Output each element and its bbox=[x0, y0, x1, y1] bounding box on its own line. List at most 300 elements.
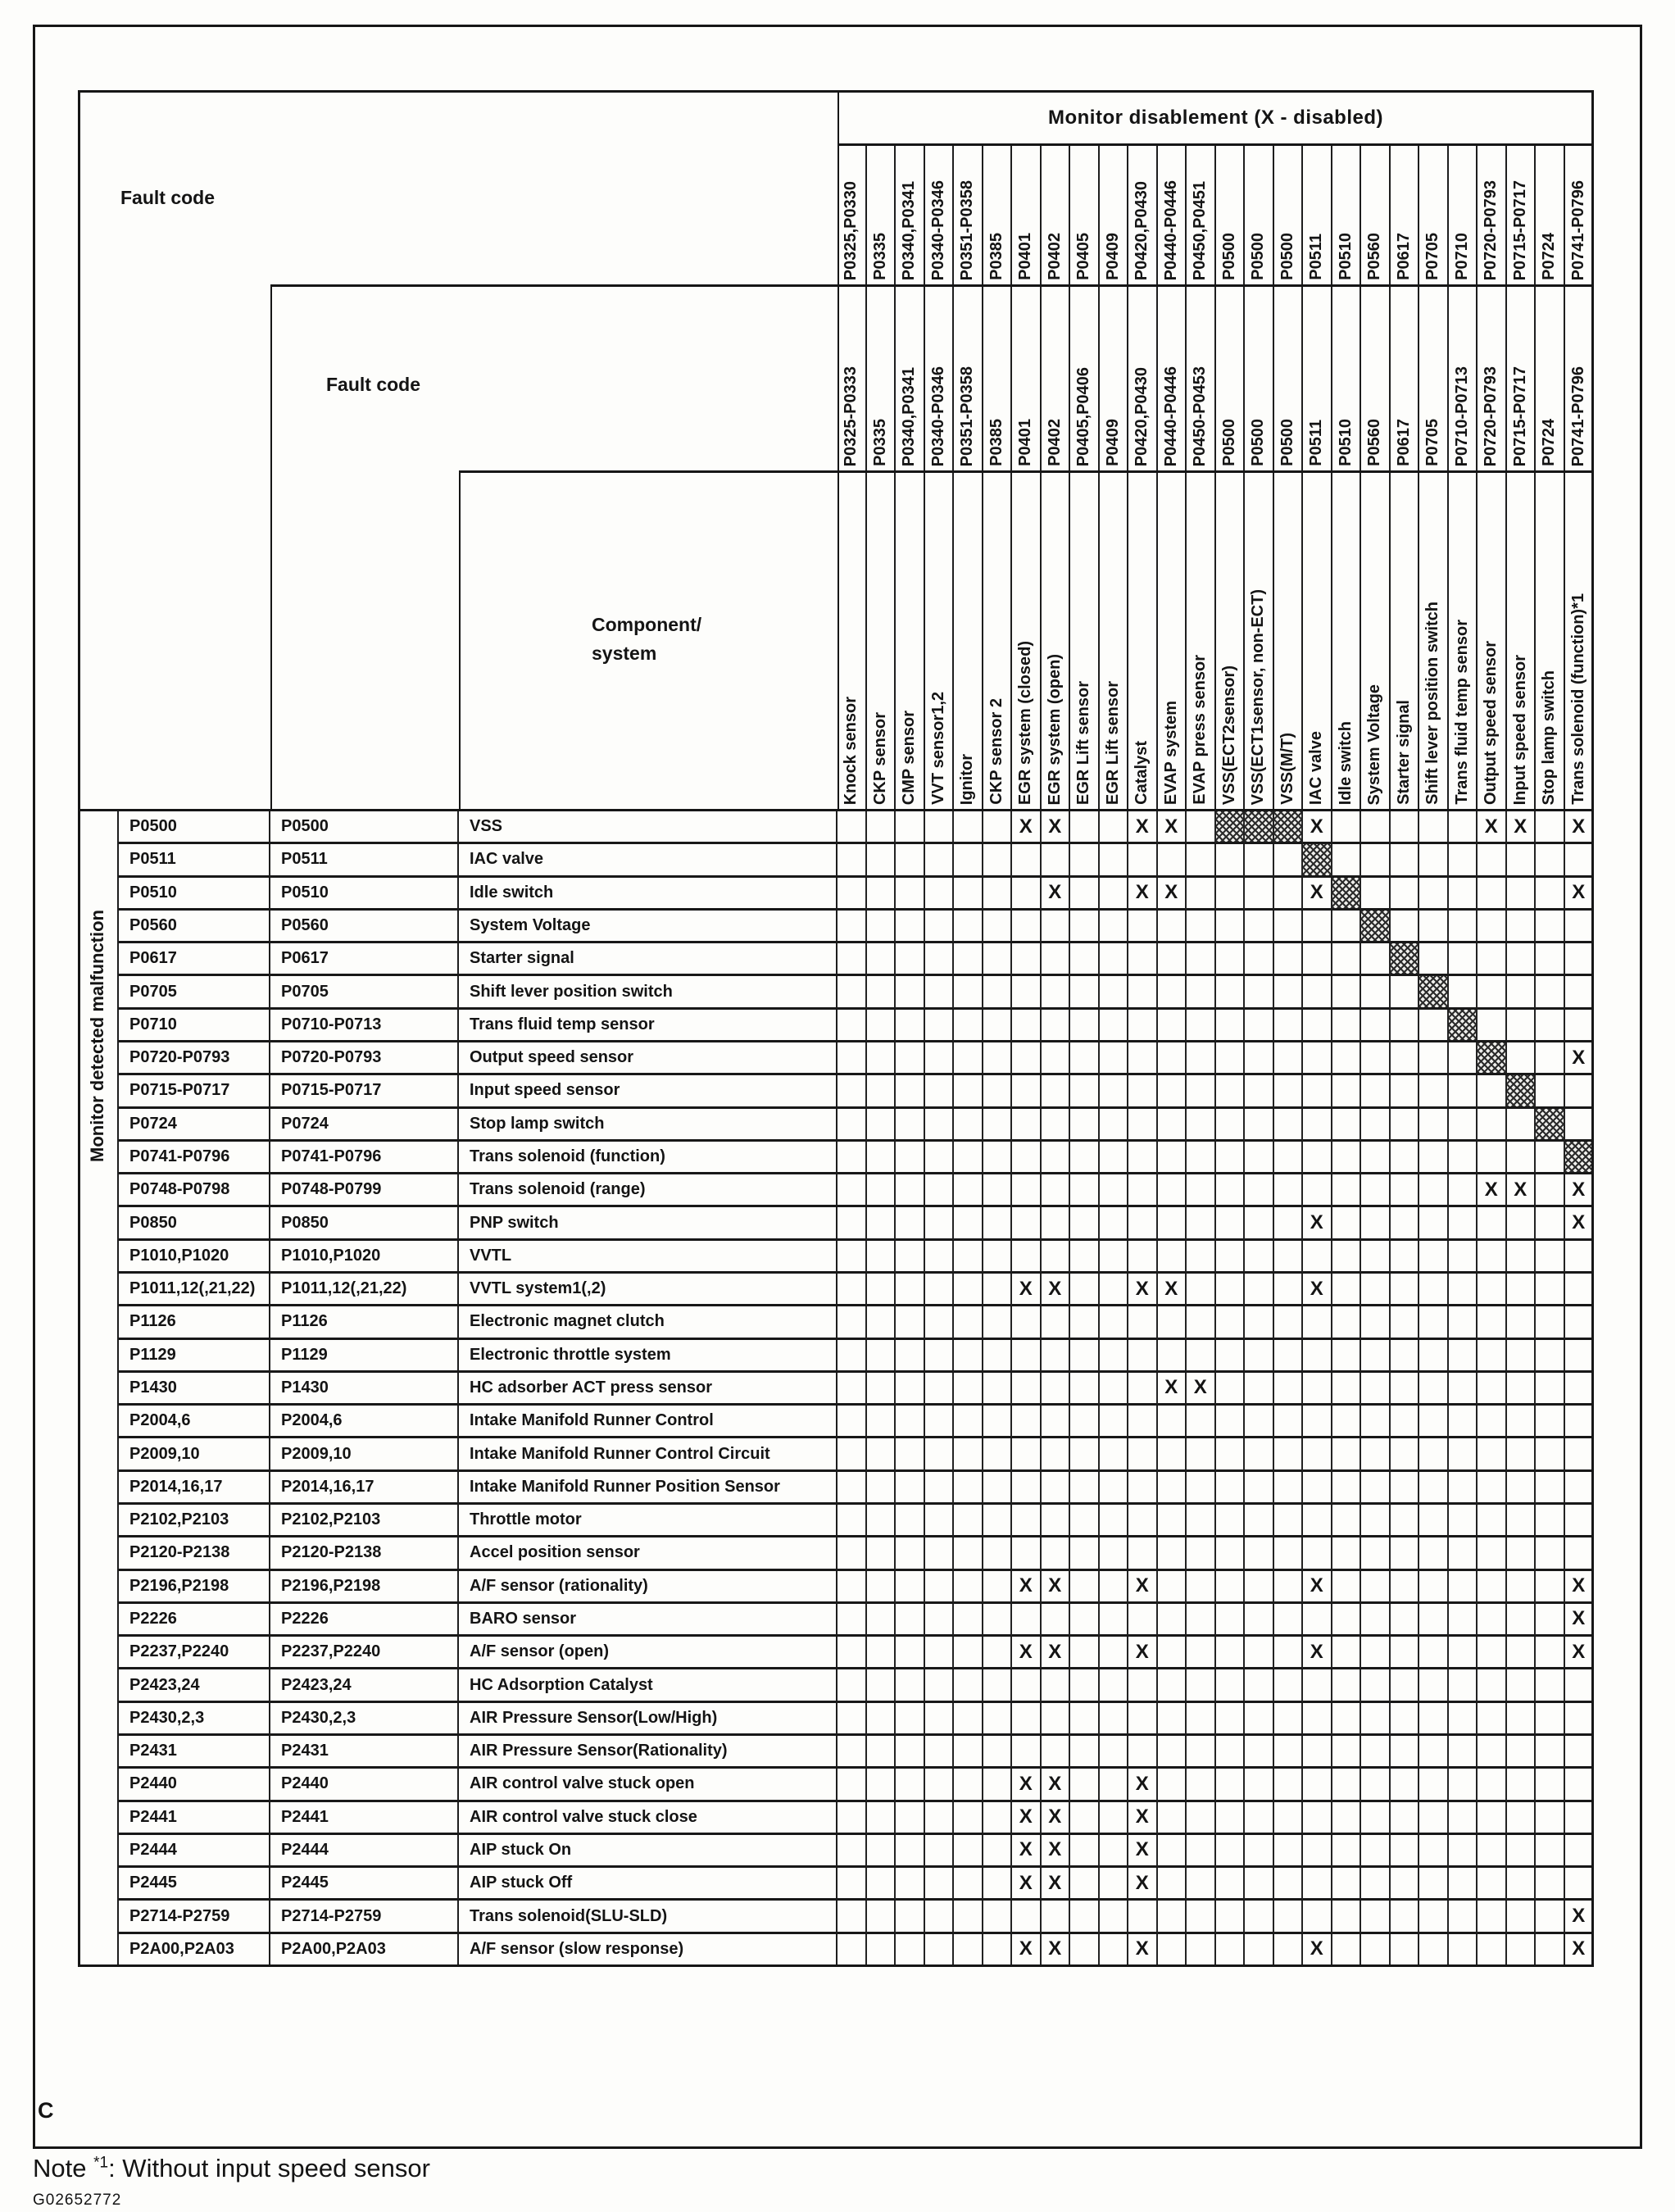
matrix-cell bbox=[1507, 1835, 1537, 1868]
matrix-cell bbox=[1274, 1174, 1304, 1207]
matrix-cell bbox=[1216, 1109, 1246, 1142]
component-system-header bbox=[459, 473, 838, 811]
matrix-cell bbox=[1012, 1604, 1042, 1637]
matrix-cell bbox=[1478, 1934, 1507, 1967]
matrix-cell bbox=[1042, 1901, 1071, 1933]
matrix-cell bbox=[954, 1835, 983, 1868]
matrix-cell bbox=[1070, 1703, 1100, 1736]
matrix-cell bbox=[1070, 1406, 1100, 1438]
col-header-component-text: VSS(ECT1sensor, non-ECT) bbox=[1249, 588, 1268, 805]
matrix-cell bbox=[867, 1868, 897, 1901]
matrix-cell bbox=[1361, 1802, 1391, 1835]
col-header-component-text: Stop lamp switch bbox=[1540, 670, 1559, 805]
matrix-cell bbox=[1391, 1373, 1420, 1406]
matrix-cell bbox=[925, 1637, 955, 1669]
matrix-cell bbox=[1100, 1669, 1129, 1702]
row-component: Trans solenoid(SLU-SLD) bbox=[459, 1901, 838, 1933]
matrix-cell bbox=[954, 1373, 983, 1406]
matrix-cell bbox=[1391, 1769, 1420, 1801]
matrix-cell-disabled: X bbox=[1012, 1835, 1042, 1868]
matrix-cell bbox=[954, 1637, 983, 1669]
matrix-cell bbox=[1042, 1373, 1071, 1406]
matrix-cell bbox=[1449, 1406, 1478, 1438]
fault-code-header-2 bbox=[270, 287, 459, 811]
matrix-cell bbox=[1158, 1042, 1187, 1075]
matrix-cell bbox=[1361, 878, 1391, 911]
matrix-cell bbox=[1070, 1373, 1100, 1406]
matrix-cell bbox=[1507, 1505, 1537, 1537]
matrix-cell bbox=[1391, 1505, 1420, 1537]
col-header-fault-code-1-text: P0720-P0793 bbox=[1482, 179, 1500, 280]
matrix-cell bbox=[1216, 1406, 1246, 1438]
matrix-cell bbox=[1536, 1406, 1565, 1438]
matrix-cell-self-shaded bbox=[1303, 844, 1332, 877]
matrix-cell bbox=[954, 1010, 983, 1042]
matrix-cell bbox=[1507, 1274, 1537, 1306]
matrix-cell bbox=[1536, 1274, 1565, 1306]
matrix-cell bbox=[1449, 1472, 1478, 1505]
matrix-cell bbox=[1332, 1306, 1362, 1339]
matrix-cell-self-shaded bbox=[1565, 1142, 1595, 1174]
matrix-cell bbox=[838, 878, 867, 911]
matrix-cell bbox=[1361, 1142, 1391, 1174]
figure-id: G02652772 bbox=[33, 2192, 122, 2209]
matrix-cell bbox=[896, 878, 925, 911]
matrix-cell bbox=[1042, 943, 1071, 976]
matrix-cell bbox=[1216, 1669, 1246, 1702]
matrix-cell bbox=[867, 1075, 897, 1108]
matrix-cell bbox=[1274, 1901, 1304, 1933]
footnote-marker: *1 bbox=[93, 2154, 109, 2172]
row-fault-code-1: P2237,P2240 bbox=[119, 1637, 270, 1669]
matrix-cell bbox=[1449, 1537, 1478, 1570]
matrix-cell bbox=[925, 1472, 955, 1505]
matrix-cell-disabled: X bbox=[1128, 1934, 1158, 1967]
matrix-cell bbox=[1100, 1340, 1129, 1373]
matrix-cell bbox=[1478, 1406, 1507, 1438]
matrix-cell bbox=[1274, 1373, 1304, 1406]
matrix-cell bbox=[1274, 1868, 1304, 1901]
col-header-component bbox=[925, 473, 955, 811]
matrix-cell bbox=[1274, 1505, 1304, 1537]
col-header-component bbox=[1100, 473, 1129, 811]
matrix-cell bbox=[838, 1934, 867, 1967]
col-header-fault-code-1-text: P0511 bbox=[1307, 234, 1326, 280]
matrix-cell bbox=[1303, 1406, 1332, 1438]
matrix-cell bbox=[1303, 1142, 1332, 1174]
matrix-cell bbox=[954, 976, 983, 1009]
matrix-cell bbox=[1012, 878, 1042, 911]
matrix-cell bbox=[1012, 1142, 1042, 1174]
matrix-cell bbox=[896, 1207, 925, 1240]
matrix-cell bbox=[983, 1042, 1013, 1075]
monitor-detected-malfunction-label: Monitor detected malfunction bbox=[87, 910, 108, 1162]
monitor-disablement-title-text: Monitor disablement (X - disabled) bbox=[1047, 107, 1384, 129]
matrix-cell bbox=[1012, 1438, 1042, 1471]
matrix-cell-disabled: X bbox=[1158, 878, 1187, 911]
col-header-component bbox=[1012, 473, 1042, 811]
matrix-cell bbox=[1128, 844, 1158, 877]
matrix-cell bbox=[1245, 844, 1274, 877]
col-header-fault-code-1 bbox=[1128, 146, 1158, 287]
matrix-cell bbox=[1042, 1604, 1071, 1637]
matrix-cell bbox=[954, 1075, 983, 1108]
col-header-fault-code-2 bbox=[1565, 287, 1595, 473]
matrix-cell bbox=[1012, 911, 1042, 943]
matrix-cell bbox=[1187, 1703, 1216, 1736]
row-fault-code-1: P0705 bbox=[119, 976, 270, 1009]
matrix-cell bbox=[1274, 1406, 1304, 1438]
row-fault-code-2: P0705 bbox=[270, 976, 459, 1009]
col-header-fault-code-1 bbox=[1070, 146, 1100, 287]
matrix-cell bbox=[1012, 1241, 1042, 1274]
matrix-cell bbox=[1070, 1274, 1100, 1306]
matrix-cell bbox=[1332, 943, 1362, 976]
fault-code-header-2-text: Fault code bbox=[326, 374, 421, 395]
matrix-cell bbox=[983, 844, 1013, 877]
col-header-fault-code-1 bbox=[896, 146, 925, 287]
matrix-cell bbox=[1303, 1669, 1332, 1702]
matrix-cell bbox=[1274, 1703, 1304, 1736]
matrix-cell bbox=[838, 1604, 867, 1637]
matrix-cell bbox=[983, 1669, 1013, 1702]
matrix-cell bbox=[925, 811, 955, 844]
matrix-cell bbox=[1100, 1637, 1129, 1669]
matrix-cell-disabled: X bbox=[1042, 1802, 1071, 1835]
matrix-cell bbox=[925, 1505, 955, 1537]
matrix-cell bbox=[983, 1010, 1013, 1042]
matrix-cell bbox=[1332, 844, 1362, 877]
row-component: System Voltage bbox=[459, 911, 838, 943]
matrix-cell-self-shaded bbox=[1274, 811, 1304, 844]
row-fault-code-1: P0720-P0793 bbox=[119, 1042, 270, 1075]
matrix-cell bbox=[1100, 1703, 1129, 1736]
matrix-cell bbox=[925, 1868, 955, 1901]
matrix-cell bbox=[983, 1537, 1013, 1570]
matrix-cell bbox=[1449, 1373, 1478, 1406]
matrix-cell bbox=[1274, 1669, 1304, 1702]
fault-code-header-1 bbox=[78, 90, 270, 811]
matrix-cell bbox=[1100, 1274, 1129, 1306]
matrix-cell bbox=[1100, 1142, 1129, 1174]
matrix-cell bbox=[1507, 1142, 1537, 1174]
matrix-cell bbox=[983, 1142, 1013, 1174]
matrix-cell-disabled: X bbox=[1158, 1274, 1187, 1306]
col-header-fault-code-2-text: P0560 bbox=[1365, 419, 1384, 466]
matrix-cell bbox=[1128, 1207, 1158, 1240]
matrix-cell bbox=[1245, 1604, 1274, 1637]
table-rule bbox=[78, 1964, 1594, 1967]
matrix-cell bbox=[1187, 1241, 1216, 1274]
matrix-cell bbox=[925, 1207, 955, 1240]
matrix-cell bbox=[1507, 1207, 1537, 1240]
matrix-cell bbox=[1478, 1207, 1507, 1240]
matrix-cell-disabled: X bbox=[1012, 1868, 1042, 1901]
matrix-cell bbox=[1391, 1109, 1420, 1142]
matrix-cell bbox=[1158, 1505, 1187, 1537]
row-component: AIR control valve stuck open bbox=[459, 1769, 838, 1801]
row-component: Intake Manifold Runner Position Sensor bbox=[459, 1472, 838, 1505]
col-header-fault-code-2-text: P0440-P0446 bbox=[1161, 366, 1180, 466]
row-component: A/F sensor (open) bbox=[459, 1637, 838, 1669]
matrix-cell-disabled: X bbox=[1012, 1571, 1042, 1604]
matrix-cell bbox=[1158, 1207, 1187, 1240]
matrix-cell bbox=[1187, 1306, 1216, 1339]
col-header-fault-code-1 bbox=[1565, 146, 1595, 287]
matrix-cell bbox=[1565, 1505, 1595, 1537]
row-fault-code-2: P1129 bbox=[270, 1340, 459, 1373]
matrix-cell bbox=[1449, 1802, 1478, 1835]
matrix-cell bbox=[1128, 1505, 1158, 1537]
col-header-fault-code-1 bbox=[1478, 146, 1507, 287]
matrix-cell bbox=[983, 1174, 1013, 1207]
row-fault-code-1: P2120-P2138 bbox=[119, 1537, 270, 1570]
matrix-cell bbox=[1245, 1472, 1274, 1505]
matrix-cell bbox=[1158, 1109, 1187, 1142]
col-header-fault-code-1-text: P0617 bbox=[1394, 233, 1413, 280]
matrix-cell bbox=[1361, 1109, 1391, 1142]
matrix-cell bbox=[867, 1042, 897, 1075]
matrix-cell bbox=[1478, 1571, 1507, 1604]
matrix-cell bbox=[1216, 1835, 1246, 1868]
matrix-cell bbox=[1536, 943, 1565, 976]
matrix-cell bbox=[1507, 1604, 1537, 1637]
matrix-cell bbox=[1158, 1406, 1187, 1438]
matrix-cell bbox=[1507, 1406, 1537, 1438]
matrix-cell bbox=[1128, 1703, 1158, 1736]
matrix-cell bbox=[1245, 911, 1274, 943]
matrix-cell bbox=[1565, 1010, 1595, 1042]
matrix-cell bbox=[1536, 1637, 1565, 1669]
matrix-cell bbox=[1187, 1438, 1216, 1471]
matrix-cell bbox=[1332, 1703, 1362, 1736]
matrix-cell-disabled: X bbox=[1012, 811, 1042, 844]
matrix-cell bbox=[1303, 1769, 1332, 1801]
matrix-cell-disabled: X bbox=[1042, 1769, 1071, 1801]
matrix-cell bbox=[1565, 1472, 1595, 1505]
matrix-cell bbox=[954, 1769, 983, 1801]
matrix-cell bbox=[983, 1109, 1013, 1142]
matrix-cell bbox=[1274, 1142, 1304, 1174]
matrix-cell bbox=[1507, 1010, 1537, 1042]
col-header-component bbox=[1449, 473, 1478, 811]
matrix-cell bbox=[925, 1274, 955, 1306]
row-fault-code-1: P2430,2,3 bbox=[119, 1703, 270, 1736]
matrix-cell-disabled: X bbox=[1128, 878, 1158, 911]
matrix-cell bbox=[1391, 976, 1420, 1009]
matrix-cell bbox=[838, 911, 867, 943]
col-header-component bbox=[838, 473, 867, 811]
matrix-cell bbox=[1303, 1868, 1332, 1901]
matrix-cell bbox=[838, 1901, 867, 1933]
matrix-cell bbox=[1332, 1736, 1362, 1769]
matrix-cell bbox=[954, 1174, 983, 1207]
matrix-cell bbox=[983, 943, 1013, 976]
matrix-cell bbox=[896, 1340, 925, 1373]
table-rule bbox=[459, 473, 461, 811]
matrix-cell bbox=[1012, 1373, 1042, 1406]
matrix-cell bbox=[954, 1537, 983, 1570]
matrix-cell bbox=[1158, 1669, 1187, 1702]
matrix-cell bbox=[1507, 1571, 1537, 1604]
page-corner-label: C bbox=[38, 2098, 54, 2123]
col-header-fault-code-1 bbox=[954, 146, 983, 287]
matrix-cell bbox=[1187, 1472, 1216, 1505]
matrix-cell bbox=[1216, 1207, 1246, 1240]
matrix-cell bbox=[1158, 1174, 1187, 1207]
matrix-cell bbox=[983, 1901, 1013, 1933]
col-header-fault-code-1-text: P0335 bbox=[870, 233, 889, 280]
matrix-cell-self-shaded bbox=[1449, 1010, 1478, 1042]
matrix-cell bbox=[1361, 1373, 1391, 1406]
matrix-cell bbox=[1391, 1669, 1420, 1702]
matrix-cell-disabled: X bbox=[1303, 811, 1332, 844]
matrix-cell bbox=[1274, 976, 1304, 1009]
matrix-cell bbox=[1042, 1042, 1071, 1075]
col-header-component bbox=[954, 473, 983, 811]
matrix-cell bbox=[925, 1769, 955, 1801]
matrix-cell bbox=[925, 1340, 955, 1373]
matrix-cell bbox=[1187, 1669, 1216, 1702]
matrix-cell bbox=[1536, 1010, 1565, 1042]
row-component: VVTL system1(,2) bbox=[459, 1274, 838, 1306]
row-component: Trans solenoid (range) bbox=[459, 1174, 838, 1207]
row-fault-code-2: P2441 bbox=[270, 1802, 459, 1835]
matrix-cell bbox=[1274, 1637, 1304, 1669]
matrix-cell bbox=[1187, 1736, 1216, 1769]
matrix-cell bbox=[983, 1637, 1013, 1669]
matrix-cell bbox=[925, 1736, 955, 1769]
col-header-fault-code-2 bbox=[954, 287, 983, 473]
matrix-cell bbox=[1042, 1505, 1071, 1537]
matrix-cell bbox=[1391, 911, 1420, 943]
matrix-cell bbox=[1216, 1373, 1246, 1406]
matrix-cell bbox=[896, 811, 925, 844]
matrix-cell bbox=[1012, 1010, 1042, 1042]
row-component: AIR Pressure Sensor(Rationality) bbox=[459, 1736, 838, 1769]
matrix-cell bbox=[1332, 1669, 1362, 1702]
matrix-cell bbox=[1361, 1571, 1391, 1604]
matrix-cell bbox=[1419, 1703, 1449, 1736]
matrix-cell bbox=[1507, 1703, 1537, 1736]
matrix-cell bbox=[1274, 1438, 1304, 1471]
matrix-cell bbox=[1245, 1142, 1274, 1174]
matrix-cell bbox=[1361, 1769, 1391, 1801]
matrix-cell bbox=[1536, 1142, 1565, 1174]
matrix-cell bbox=[1391, 1042, 1420, 1075]
matrix-cell bbox=[1070, 1604, 1100, 1637]
matrix-cell bbox=[1507, 1736, 1537, 1769]
matrix-cell bbox=[954, 1142, 983, 1174]
col-header-fault-code-1-text: P0401 bbox=[1016, 233, 1035, 280]
col-header-component bbox=[1042, 473, 1071, 811]
matrix-cell bbox=[1216, 1769, 1246, 1801]
matrix-cell bbox=[1158, 1075, 1187, 1108]
matrix-cell bbox=[1391, 1406, 1420, 1438]
matrix-cell bbox=[1536, 1604, 1565, 1637]
matrix-cell bbox=[1245, 1010, 1274, 1042]
matrix-cell bbox=[1187, 1769, 1216, 1801]
matrix-cell bbox=[1187, 1207, 1216, 1240]
matrix-cell bbox=[838, 811, 867, 844]
matrix-cell bbox=[1332, 811, 1362, 844]
matrix-cell bbox=[1128, 1736, 1158, 1769]
matrix-cell-disabled: X bbox=[1303, 1274, 1332, 1306]
matrix-cell bbox=[1478, 1472, 1507, 1505]
row-component: AIP stuck Off bbox=[459, 1868, 838, 1901]
matrix-cell bbox=[983, 1703, 1013, 1736]
matrix-cell bbox=[1361, 1174, 1391, 1207]
matrix-cell bbox=[867, 1241, 897, 1274]
col-header-fault-code-2 bbox=[867, 287, 897, 473]
matrix-cell bbox=[1361, 1604, 1391, 1637]
matrix-cell bbox=[1070, 1340, 1100, 1373]
matrix-cell bbox=[1536, 911, 1565, 943]
matrix-cell bbox=[1303, 1241, 1332, 1274]
matrix-cell bbox=[1536, 1868, 1565, 1901]
matrix-cell bbox=[1012, 1042, 1042, 1075]
matrix-cell bbox=[1536, 976, 1565, 1009]
matrix-cell bbox=[1158, 1241, 1187, 1274]
matrix-cell bbox=[1187, 1934, 1216, 1967]
col-header-fault-code-1-text: P0420,P0430 bbox=[1133, 180, 1151, 280]
matrix-cell bbox=[1245, 1703, 1274, 1736]
col-header-fault-code-2-text: P0705 bbox=[1423, 419, 1442, 466]
matrix-cell bbox=[1216, 1472, 1246, 1505]
col-header-fault-code-1 bbox=[838, 146, 867, 287]
matrix-cell bbox=[954, 1604, 983, 1637]
matrix-cell bbox=[1565, 1075, 1595, 1108]
matrix-cell bbox=[1332, 1075, 1362, 1108]
matrix-cell bbox=[1070, 1835, 1100, 1868]
matrix-cell bbox=[1419, 1571, 1449, 1604]
matrix-cell bbox=[1100, 1604, 1129, 1637]
matrix-cell bbox=[1245, 1835, 1274, 1868]
matrix-cell bbox=[1158, 1472, 1187, 1505]
matrix-cell bbox=[1391, 1934, 1420, 1967]
col-header-fault-code-1-text: P0560 bbox=[1365, 233, 1384, 280]
col-header-fault-code-2-text: P0715-P0717 bbox=[1510, 366, 1529, 466]
matrix-cell bbox=[1216, 1537, 1246, 1570]
matrix-cell bbox=[925, 1142, 955, 1174]
matrix-cell bbox=[1070, 1769, 1100, 1801]
matrix-cell bbox=[1507, 1306, 1537, 1339]
matrix-cell bbox=[1216, 1703, 1246, 1736]
col-header-component bbox=[1070, 473, 1100, 811]
matrix-cell bbox=[896, 1174, 925, 1207]
matrix-cell bbox=[954, 1406, 983, 1438]
row-fault-code-1: P2226 bbox=[119, 1604, 270, 1637]
matrix-cell bbox=[1303, 1901, 1332, 1933]
matrix-cell bbox=[1478, 976, 1507, 1009]
matrix-cell bbox=[1100, 1207, 1129, 1240]
matrix-cell bbox=[925, 1669, 955, 1702]
matrix-cell bbox=[1449, 811, 1478, 844]
matrix-cell-self-shaded bbox=[1536, 1109, 1565, 1142]
matrix-cell-disabled: X bbox=[1565, 1604, 1595, 1637]
matrix-cell bbox=[1565, 1769, 1595, 1801]
matrix-cell-disabled: X bbox=[1565, 878, 1595, 911]
matrix-cell bbox=[1332, 1109, 1362, 1142]
row-component: Input speed sensor bbox=[459, 1075, 838, 1108]
row-fault-code-1: P0560 bbox=[119, 911, 270, 943]
matrix-cell-disabled: X bbox=[1565, 1637, 1595, 1669]
matrix-cell bbox=[1070, 1042, 1100, 1075]
matrix-cell bbox=[1042, 1736, 1071, 1769]
col-header-fault-code-2 bbox=[983, 287, 1013, 473]
row-component: BARO sensor bbox=[459, 1604, 838, 1637]
matrix-cell bbox=[1391, 1868, 1420, 1901]
